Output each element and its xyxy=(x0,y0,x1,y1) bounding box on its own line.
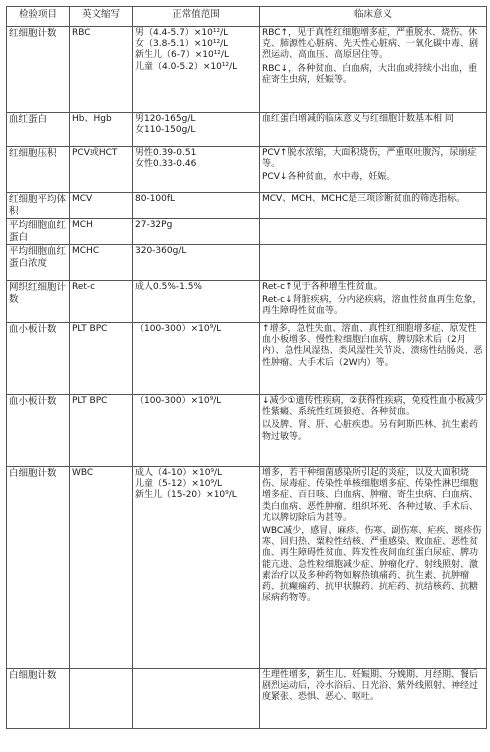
cell-item: 红细胞计数 xyxy=(7,27,70,113)
lab-reference-sheet xyxy=(6,6,486,729)
cell-item: 平均细胞血红蛋白浓度 xyxy=(7,245,70,281)
clinical-meaning-paragraph: RBC↑，见于真性红细胞增多症，严重脱水、烧伤、休克、肺源性心脏病、先天性心脏病、一氧化碳中毒、剧烈运动、高血压、高原居住等。 xyxy=(262,28,479,61)
normal-range-line: 成人（4-10）×10⁹/L xyxy=(135,468,223,478)
cell-item: 红细胞平均体积 xyxy=(7,193,70,219)
normal-range-line: 80-100fL xyxy=(135,194,176,204)
table-row xyxy=(7,27,487,113)
cell-abbr: PLT BPC xyxy=(70,395,133,467)
normal-range-line: 27-32Pg xyxy=(135,220,173,230)
header-item: 检验项目 xyxy=(7,7,70,27)
normal-range-line: 儿童（4.0-5.2）×10¹²/L xyxy=(135,61,238,72)
normal-range-line: 男（4.4-5.7）×10¹²/L xyxy=(135,28,229,38)
cell-clinical-meaning xyxy=(260,147,487,193)
cell-clinical-meaning xyxy=(260,193,487,219)
cell-abbr: MCHC xyxy=(70,245,133,281)
clinical-meaning-paragraph: 以及脾、肾、肝、心脏疾患。另有阿斯匹林、抗生素药物过敏等。 xyxy=(262,420,479,442)
cell-abbr: MCV xyxy=(70,193,133,219)
table-row xyxy=(7,245,487,281)
table-row xyxy=(7,323,487,395)
cell-clinical-meaning xyxy=(260,467,487,669)
normal-range-line: 成人0.5%-1.5% xyxy=(135,282,202,292)
cell-item: 红细胞压积 xyxy=(7,147,70,193)
clinical-meaning-paragraph: MCV、MCH、MCHC是三项诊断贫血的筛选指标。 xyxy=(262,194,466,204)
clinical-meaning-paragraph: 生理性增多，新生儿、妊娠期、分娩期、月经期、餐后剧烈运动后，冷水浴后、日光浴、紫外线照射、神经过度紧张、恐惧、恶心、呕吐。 xyxy=(262,670,479,703)
cell-normal-range xyxy=(133,193,260,219)
cell-abbr: WBC xyxy=(70,467,133,669)
cell-item: 血红蛋白 xyxy=(7,113,70,147)
cell-clinical-meaning xyxy=(260,245,487,281)
cell-clinical-meaning xyxy=(260,113,487,147)
cell-abbr: Hb、Hgb xyxy=(70,113,133,147)
header-abbr: 英文缩写 xyxy=(70,7,133,27)
cell-abbr: PLT BPC xyxy=(70,323,133,395)
cell-normal-range xyxy=(133,467,260,669)
normal-range-line: 儿童（5-12）×10⁹/L xyxy=(135,479,223,490)
clinical-meaning-paragraph: 血红蛋白增减的临床意义与红细胞计数基本相 同 xyxy=(262,114,454,124)
cell-clinical-meaning xyxy=(260,323,487,395)
cell-item: 平均细胞血红蛋白 xyxy=(7,219,70,245)
cell-clinical-meaning xyxy=(260,395,487,467)
clinical-meaning-paragraph: Ret-c↓肾脏疾病，分内泌疾病，溶血性贫血再生危象，再生障碍性贫血等。 xyxy=(262,295,482,317)
clinical-meaning-paragraph: RBC↓，各种贫血、白血病，大出血或持续小出血，重症寄生虫病，妊娠等。 xyxy=(262,63,478,85)
clinical-meaning-paragraph: PCV↓各种贫血，水中毒，妊娠。 xyxy=(262,172,396,183)
header-normal-range: 正常值范围 xyxy=(133,7,260,27)
table-body xyxy=(7,27,487,729)
header-clinical-meaning: 临床意义 xyxy=(260,7,487,27)
table-row xyxy=(7,113,487,147)
cell-clinical-meaning xyxy=(260,219,487,245)
table-row xyxy=(7,669,487,729)
cell-item: 血小板计数 xyxy=(7,395,70,467)
clinical-meaning-paragraph: ↓减少①遗传性疾病，②获得性疾病，免疫性血小板减少性紫癜、系统性红斑狼疮、各种贫血。 xyxy=(262,396,484,418)
table-row xyxy=(7,281,487,323)
normal-range-line: 女110-150g/L xyxy=(135,125,196,136)
cell-abbr: MCH xyxy=(70,219,133,245)
cell-item: 网织红细胞计数 xyxy=(7,281,70,323)
clinical-meaning-paragraph: PCV↑脱水浓缩，大面积烧伤，严重呕吐腹泻，尿崩症等。 xyxy=(262,148,477,170)
table-row xyxy=(7,467,487,669)
normal-range-line: 新生儿（15-20）×10⁹/L xyxy=(135,490,237,501)
cell-abbr: Ret-c xyxy=(70,281,133,323)
cell-item: 血小板计数 xyxy=(7,323,70,395)
clinical-meaning-paragraph: Ret-c↑见于各种增生性贫血。 xyxy=(262,282,383,292)
cell-normal-range xyxy=(133,113,260,147)
table-row xyxy=(7,147,487,193)
clinical-meaning-paragraph: WBC减少，感冒、麻疹、伤寒、副伤寒、疟疾、斑疹伤寒、回归热、粟粒性结核、严重感染、败血症、恶性贫血、再生障碍性贫血、阵发性夜间血红蛋白尿症、脾功能亢进、急性粒细胞减少症、肿瘤化疗、射线照射、激素治疗以及多种药物如解热镇痛药、抗生素、抗肿瘤药、抗癫痫药、抗甲状腺药、抗疟药、抗结核药、抗糖尿病药物等。 xyxy=(262,526,482,604)
table-row xyxy=(7,395,487,467)
cell-item: 白细胞计数 xyxy=(7,669,70,729)
normal-range-line: （100-300）×10⁹/L xyxy=(135,324,222,334)
clinical-meaning-paragraph: 增多，若干种细菌感染所引起的炎症，以及大面积烧伤、尿毒症、传染性单核细胞增多症、传染性淋巴细胞增多症、百日咳、白血病、肿瘤、寄生虫病、白血病、类白血病、恶性肿瘤、组织坏死、各种过敏、手术后、尤以脾切除后为甚等。 xyxy=(262,468,479,523)
cell-abbr: PCV或HCT xyxy=(70,147,133,193)
clinical-meaning-paragraph: ↑增多，急性失血、溶血、真性红细胞增多症、原发性血小板增多、慢性粒细胞白血病、脾切除术后（2月内）、急性风湿热、类风湿性关节炎、溃疡性结肠炎、恶性肿瘤、大手术后（2W内）等。 xyxy=(262,324,483,368)
cell-normal-range xyxy=(133,323,260,395)
lab-reference-table xyxy=(6,6,487,729)
cell-normal-range xyxy=(133,281,260,323)
cell-abbr xyxy=(70,669,133,729)
cell-clinical-meaning xyxy=(260,281,487,323)
normal-range-line: 320-360g/L xyxy=(135,246,187,256)
table-row xyxy=(7,193,487,219)
cell-clinical-meaning xyxy=(260,27,487,113)
cell-abbr: RBC xyxy=(70,27,133,113)
header-row xyxy=(7,7,487,27)
normal-range-line: 女性0.33-0.46 xyxy=(135,159,197,170)
normal-range-line: 新生儿（6-7）×10¹²/L xyxy=(135,50,229,61)
cell-normal-range xyxy=(133,669,260,729)
cell-normal-range xyxy=(133,27,260,113)
normal-range-line: 男120-165g/L xyxy=(135,114,196,124)
cell-normal-range xyxy=(133,395,260,467)
normal-range-line: （100-300）×10⁹/L xyxy=(135,396,222,406)
cell-normal-range xyxy=(133,147,260,193)
cell-normal-range xyxy=(133,219,260,245)
cell-clinical-meaning xyxy=(260,669,487,729)
normal-range-line: 女（3.8-5.1）×10¹²/L xyxy=(135,39,229,50)
cell-item: 白细胞计数 xyxy=(7,467,70,669)
table-row xyxy=(7,219,487,245)
cell-normal-range xyxy=(133,245,260,281)
normal-range-line: 男性0.39-0.51 xyxy=(135,148,197,158)
